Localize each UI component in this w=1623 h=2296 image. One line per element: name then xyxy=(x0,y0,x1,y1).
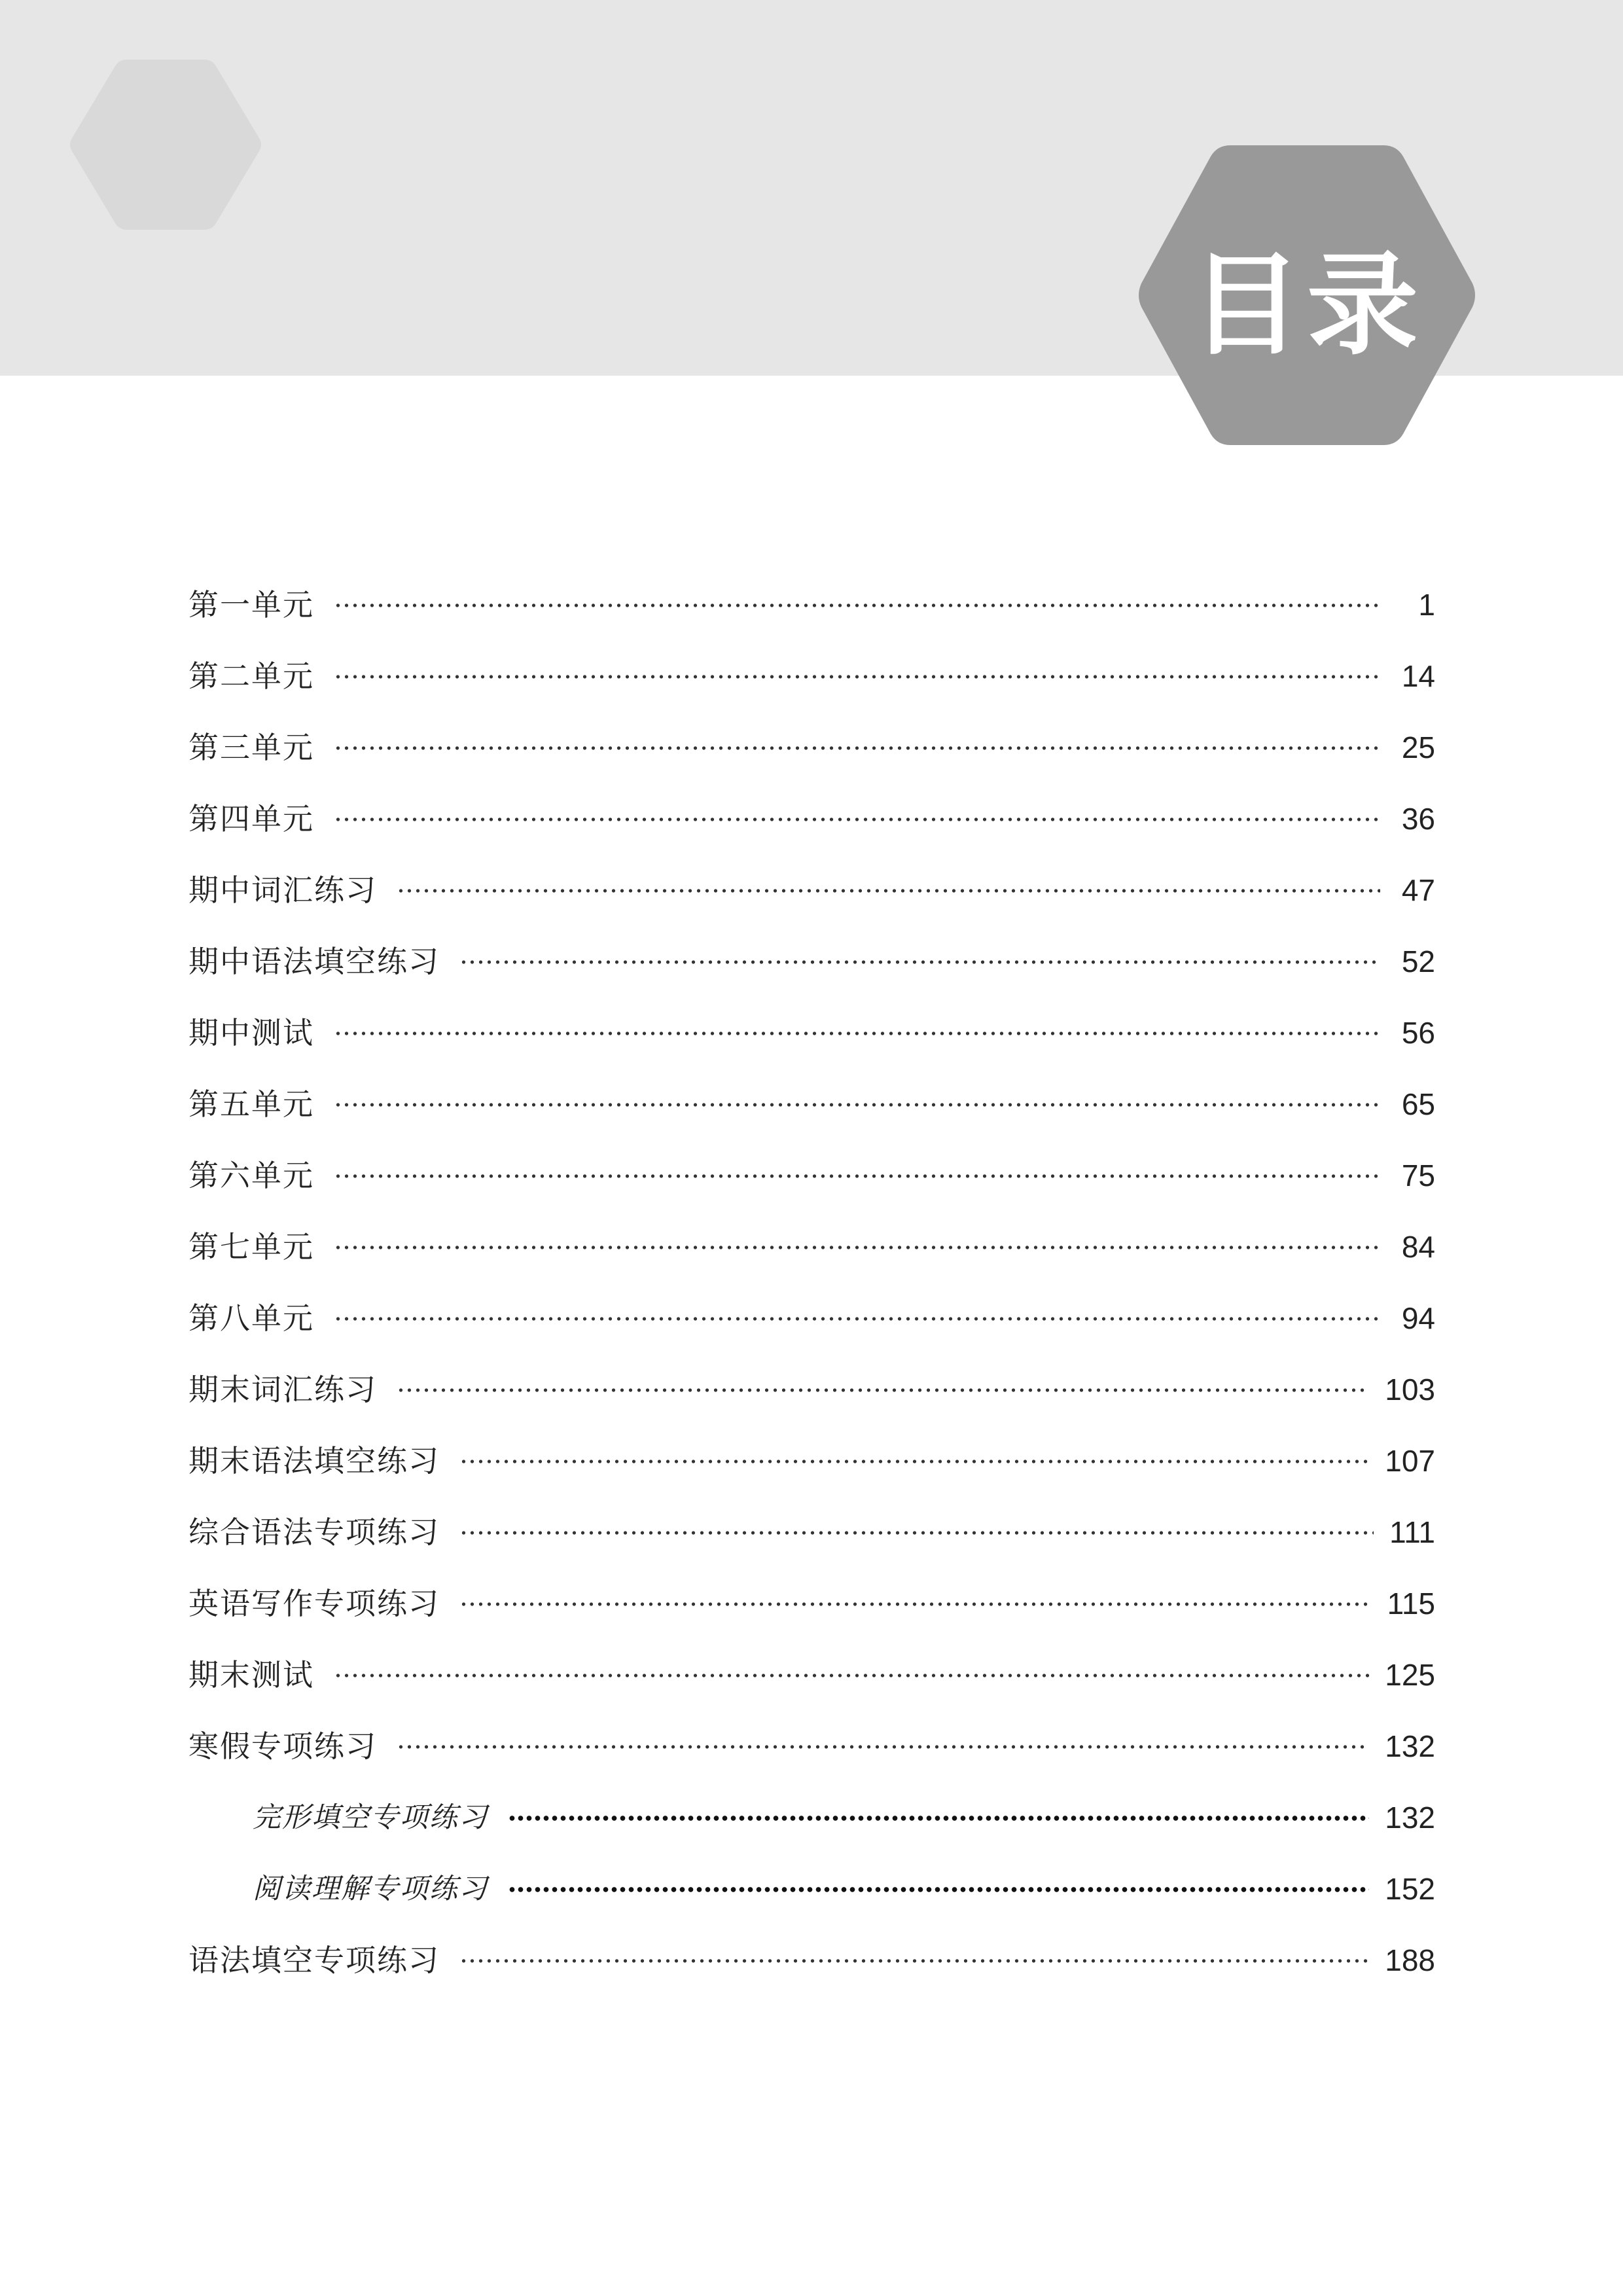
dot-leader xyxy=(334,1246,1380,1249)
dot-leader xyxy=(334,1103,1380,1107)
toc-entry[interactable] xyxy=(188,997,1435,1069)
toc-entry-page-number: 36 xyxy=(1401,802,1435,836)
dot-leader xyxy=(397,889,1380,893)
dot-leader xyxy=(459,1460,1369,1463)
toc-entry-page-number: 25 xyxy=(1401,730,1435,764)
toc-entry-page-number: 47 xyxy=(1401,873,1435,907)
toc-entry-page-number: 132 xyxy=(1385,1729,1435,1763)
dot-leader xyxy=(397,1388,1369,1392)
dot-leader xyxy=(334,817,1380,821)
dot-leader xyxy=(334,675,1380,679)
toc-entry-page-number: 152 xyxy=(1385,1872,1435,1906)
toc-entry-page-number: 132 xyxy=(1385,1801,1435,1835)
toc-entry[interactable] xyxy=(188,1497,1435,1568)
toc-subentry[interactable] xyxy=(188,1854,1435,1925)
toc-entry-page-number: 52 xyxy=(1401,944,1435,978)
toc-entry[interactable] xyxy=(188,1211,1435,1283)
toc-entry-label: 第七单元 xyxy=(188,1229,314,1265)
page-title: 目录 xyxy=(1190,240,1423,370)
toc-entry-page-number: 107 xyxy=(1385,1444,1435,1478)
toc-entry-page-number: 84 xyxy=(1401,1230,1435,1264)
dot-leader xyxy=(334,1031,1380,1035)
toc-entry[interactable] xyxy=(188,569,1435,641)
toc-entry-label: 阅读理解专项练习 xyxy=(253,1873,488,1905)
toc-entry[interactable] xyxy=(188,1426,1435,1497)
toc-entry[interactable] xyxy=(188,1640,1435,1711)
toc-entry-page-number: 94 xyxy=(1401,1301,1435,1335)
toc-entry[interactable] xyxy=(188,1354,1435,1426)
toc-entry-label: 英语写作专项练习 xyxy=(188,1586,440,1621)
dot-leader xyxy=(459,1959,1369,1963)
toc-entry-page-number: 103 xyxy=(1385,1372,1435,1407)
dot-leader xyxy=(508,1816,1369,1821)
toc-entry[interactable] xyxy=(188,926,1435,997)
toc-entry-label: 第五单元 xyxy=(188,1086,314,1122)
toc-entry[interactable] xyxy=(188,1140,1435,1211)
dot-leader xyxy=(334,746,1380,750)
toc-entry-label: 第八单元 xyxy=(188,1300,314,1336)
toc-entry-label: 第一单元 xyxy=(188,587,314,622)
toc-entry[interactable] xyxy=(188,1568,1435,1640)
toc-entry-label: 期末测试 xyxy=(188,1657,314,1693)
dot-leader xyxy=(334,603,1380,607)
dot-leader xyxy=(459,1602,1372,1606)
toc-entry-label: 完形填空专项练习 xyxy=(253,1801,488,1834)
dot-leader xyxy=(459,1531,1374,1535)
toc-entry-page-number: 111 xyxy=(1389,1515,1435,1549)
toc-entry[interactable] xyxy=(188,1283,1435,1354)
dot-leader xyxy=(334,1317,1380,1321)
toc-entry-page-number: 56 xyxy=(1401,1016,1435,1050)
toc-entry[interactable] xyxy=(188,641,1435,712)
toc-entry-label: 寒假专项练习 xyxy=(188,1729,377,1764)
toc-entry[interactable] xyxy=(188,1069,1435,1140)
toc-entry-page-number: 75 xyxy=(1401,1158,1435,1193)
dot-leader xyxy=(397,1745,1369,1749)
toc-entry-label: 期末词汇练习 xyxy=(188,1372,377,1407)
dot-leader xyxy=(334,1674,1369,1677)
toc-entry-label: 期末语法填空练习 xyxy=(188,1443,440,1479)
dot-leader xyxy=(508,1887,1369,1892)
toc-entry-label: 第三单元 xyxy=(188,730,314,765)
toc-entry-page-number: 125 xyxy=(1385,1658,1435,1692)
toc-entry-label: 综合语法专项练习 xyxy=(188,1515,440,1550)
table-of-contents xyxy=(188,569,1435,1996)
dot-leader xyxy=(459,960,1380,964)
toc-entry-page-number: 1 xyxy=(1418,588,1435,622)
toc-entry-page-number: 14 xyxy=(1401,659,1435,693)
toc-entry-label: 第四单元 xyxy=(188,801,314,836)
toc-entry-label: 第二单元 xyxy=(188,658,314,694)
toc-entry-label: 期中语法填空练习 xyxy=(188,944,440,979)
toc-entry-page-number: 115 xyxy=(1387,1587,1435,1621)
toc-entry-page-number: 65 xyxy=(1401,1087,1435,1121)
toc-entry-page-number: 188 xyxy=(1385,1943,1435,1977)
toc-entry-label: 语法填空专项练习 xyxy=(188,1943,440,1978)
toc-entry-label: 期中测试 xyxy=(188,1015,314,1050)
toc-entry-label: 期中词汇练习 xyxy=(188,872,377,908)
toc-entry[interactable] xyxy=(188,783,1435,855)
hexagon-decoration-icon xyxy=(64,56,267,234)
toc-subentry[interactable] xyxy=(188,1782,1435,1854)
toc-entry-label: 第六单元 xyxy=(188,1158,314,1193)
dot-leader xyxy=(334,1174,1380,1178)
toc-entry[interactable] xyxy=(188,855,1435,926)
toc-entry[interactable] xyxy=(188,1711,1435,1782)
toc-entry[interactable] xyxy=(188,1925,1435,1996)
toc-entry[interactable] xyxy=(188,712,1435,783)
